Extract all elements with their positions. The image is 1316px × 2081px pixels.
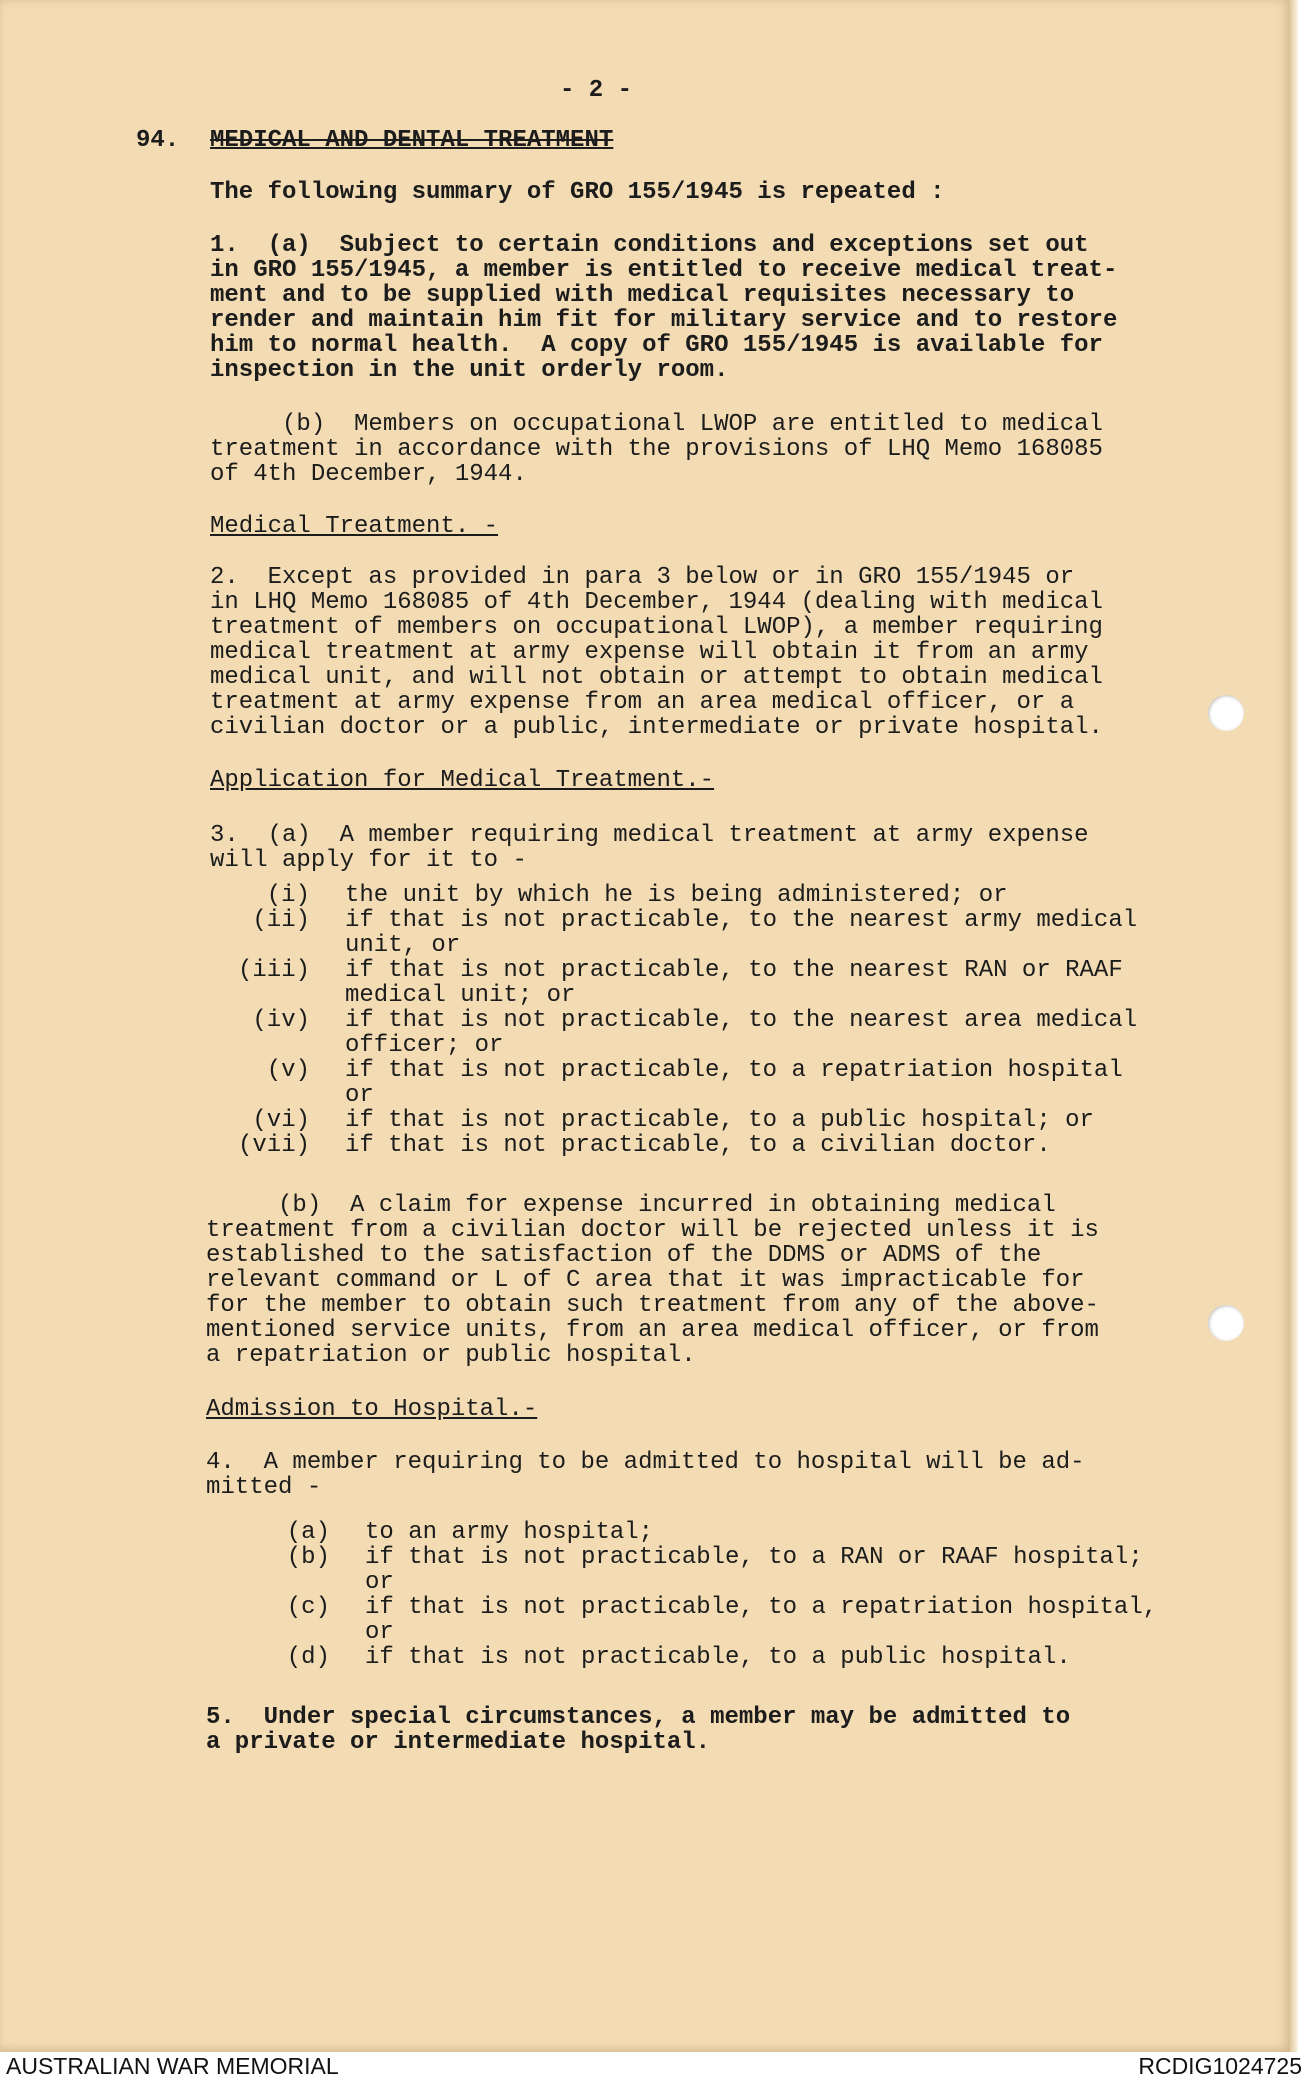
list-item-number: (a) [286, 1519, 330, 1546]
footer-archive-name: AUSTRALIAN WAR MEMORIAL [6, 2053, 339, 2079]
text-line: civilian doctor or a public, intermediate or private hospital. [210, 714, 1103, 741]
punch-hole [1208, 695, 1244, 731]
text-line: render and maintain him fit for military service and to restore [210, 307, 1118, 334]
text-line: of 4th December, 1944. [210, 461, 527, 488]
list-item-text: unit, or [345, 932, 461, 959]
section-number: 94. [136, 127, 180, 154]
text-line: treatment at army expense from an area medical officer, or a [210, 689, 1075, 716]
list-item-text: if that is not practicable, to a repatriation hospital [345, 1057, 1123, 1084]
list-item-number: (ii) [252, 907, 310, 934]
text-line: for the member to obtain such treatment from any of the above- [206, 1292, 1099, 1319]
list-item-text: officer; or [345, 1032, 504, 1059]
text-line: 1. (a) Subject to certain conditions and exceptions set out [210, 232, 1089, 259]
list-item-text: if that is not practicable, to a civilian doctor. [345, 1132, 1051, 1159]
text-line: will apply for it to - [210, 847, 527, 874]
text-line: mentioned service units, from an area medical officer, or from [206, 1317, 1099, 1344]
text-line: in LHQ Memo 168085 of 4th December, 1944 (dealing with medical [210, 589, 1103, 616]
text-line: (b) Members on occupational LWOP are entitled to medical [210, 411, 1103, 438]
list-item-text: or [345, 1082, 374, 1109]
text-line: him to normal health. A copy of GRO 155/1945 is available for [210, 332, 1103, 359]
list-item-text: or [365, 1619, 394, 1646]
footer-record-id: RCDIG1024725 [1138, 2053, 1302, 2079]
heading-application: Application for Medical Treatment.- [210, 767, 715, 794]
text-line: relevant command or L of C area that it was impracticable for [206, 1267, 1085, 1294]
list-item-number: (iv) [252, 1007, 310, 1034]
punch-hole [1208, 1305, 1244, 1341]
list-item-text: if that is not practicable, to a public hospital; or [345, 1107, 1094, 1134]
text-line: established to the satisfaction of the DDMS or ADMS of the [206, 1242, 1042, 1269]
text-line: (b) A claim for expense incurred in obtaining medical [206, 1192, 1056, 1219]
text-line: 3. (a) A member requiring medical treatment at army expense [210, 822, 1089, 849]
list-item-text: if that is not practicable, to the nearest area medical [345, 1007, 1138, 1034]
section-intro: The following summary of GRO 155/1945 is repeated : [210, 179, 945, 206]
list-item-text: if that is not practicable, to the nearest army medical [345, 907, 1138, 934]
page-edge [1290, 0, 1298, 2052]
page-number: - 2 - [560, 77, 633, 104]
list-item-text: if that is not practicable, to a public hospital. [365, 1644, 1071, 1671]
heading-admission: Admission to Hospital.- [206, 1396, 538, 1423]
list-item-number: (v) [266, 1057, 310, 1084]
list-item-number: (iii) [237, 957, 310, 984]
list-item-number: (b) [286, 1544, 330, 1571]
text-line: in GRO 155/1945, a member is entitled to receive medical treat- [210, 257, 1118, 284]
list-item-number: (i) [266, 882, 310, 909]
text-line: treatment of members on occupational LWOP), a member requiring [210, 614, 1103, 641]
section-title: MEDICAL AND DENTAL TREATMENT [210, 127, 614, 154]
list-item-number: (vii) [237, 1132, 310, 1159]
list-item-text: medical unit; or [345, 982, 576, 1009]
list-item-text: if that is not practicable, to a RAN or RAAF hospital; [365, 1544, 1143, 1571]
text-line: 2. Except as provided in para 3 below or in GRO 155/1945 or [210, 564, 1075, 591]
list-item-text: to an army hospital; [365, 1519, 654, 1546]
text-line: 4. A member requiring to be admitted to hospital will be ad- [206, 1449, 1085, 1476]
text-line: medical unit, and will not obtain or attempt to obtain medical [210, 664, 1103, 691]
list-item-text: the unit by which he is being administered; or [345, 882, 1008, 909]
list-item-text: if that is not practicable, to a repatriation hospital, [365, 1594, 1158, 1621]
list-item-text: or [365, 1569, 394, 1596]
text-line: treatment from a civilian doctor will be rejected unless it is [206, 1217, 1099, 1244]
text-line: a private or intermediate hospital. [206, 1729, 711, 1756]
heading-medical-treatment: Medical Treatment. - [210, 513, 499, 540]
text-line: 5. Under special circumstances, a member may be admitted to [206, 1704, 1071, 1731]
text-line: mitted - [206, 1474, 322, 1501]
text-line: ment and to be supplied with medical requisites necessary to [210, 282, 1075, 309]
text-line: medical treatment at army expense will obtain it from an army [210, 639, 1089, 666]
text-line: inspection in the unit orderly room. [210, 357, 729, 384]
list-item-number: (d) [286, 1644, 330, 1671]
list-item-text: if that is not practicable, to the nearest RAN or RAAF [345, 957, 1123, 984]
text-line: treatment in accordance with the provisions of LHQ Memo 168085 [210, 436, 1103, 463]
text-line: a repatriation or public hospital. [206, 1342, 696, 1369]
list-item-number: (c) [286, 1594, 330, 1621]
list-item-number: (vi) [252, 1107, 310, 1134]
